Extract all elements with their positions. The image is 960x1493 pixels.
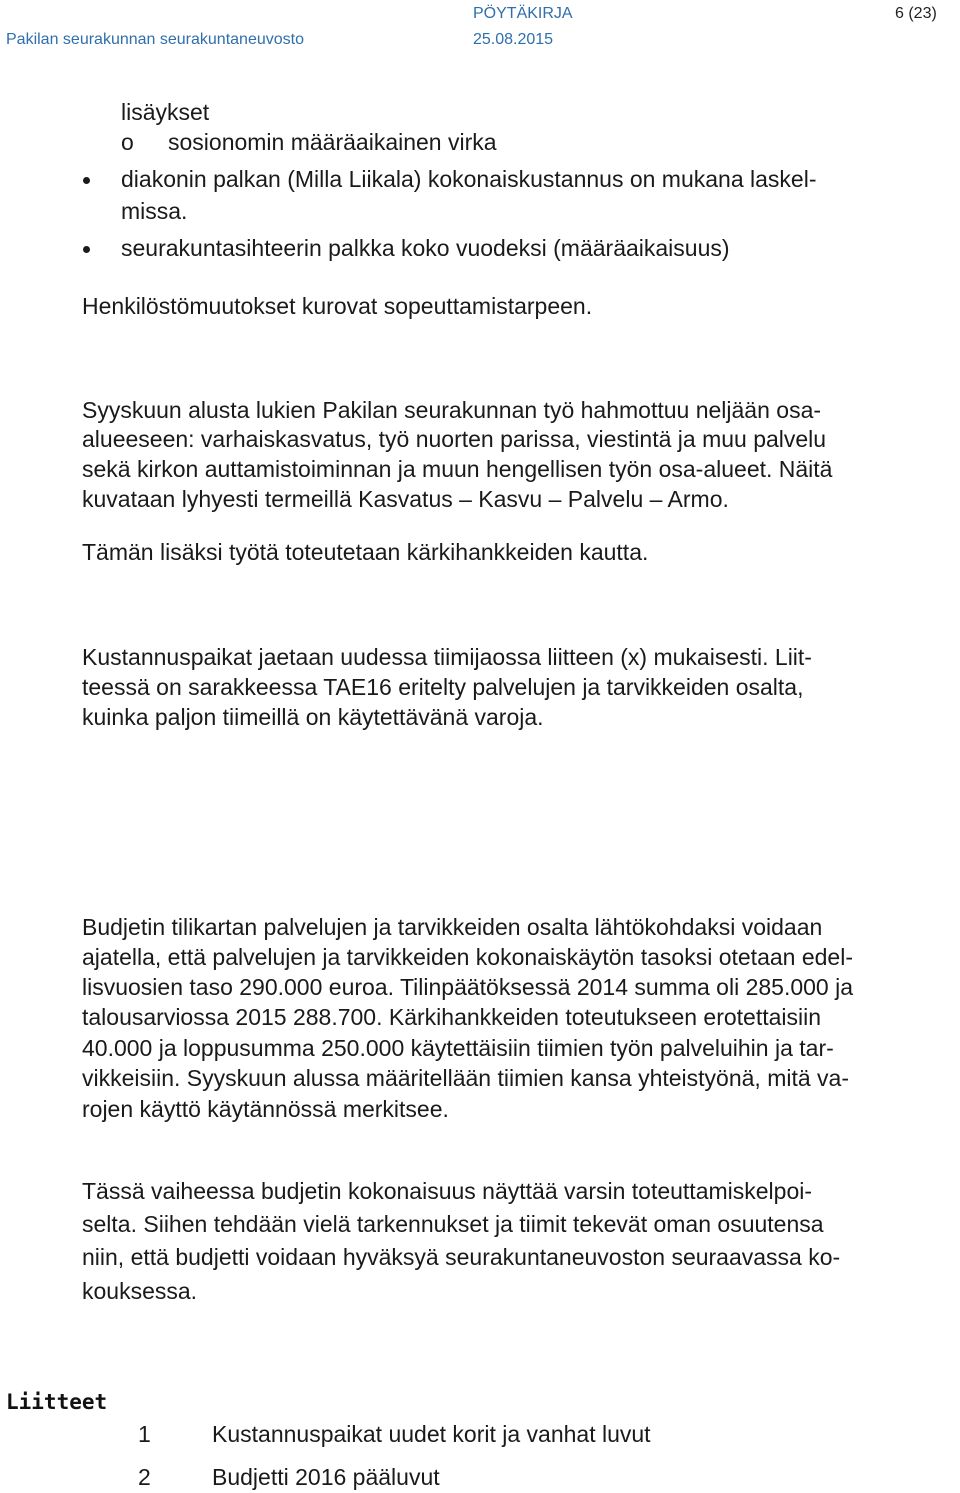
paragraph-line: alueeseen: varhaiskasvatus, työ nuorten parissa, viestintä ja muu palvelu — [82, 426, 827, 452]
paragraph-line: Tässä vaiheessa budjetin kokonaisuus näyttää varsin toteuttamiskelpoi- — [82, 1178, 813, 1204]
paragraph-line: Kustannuspaikat jaetaan uudessa tiimijaossa liitteen (x) mukaisesti. Liit- — [82, 644, 812, 670]
paragraph-line: lisvuosien taso 290.000 euroa. Tilinpäätöksessä 2014 summa oli 285.000 ja — [82, 974, 853, 1000]
bullet-item-continuation: missa. — [121, 198, 188, 224]
attachment-number: 2 — [138, 1464, 151, 1490]
paragraph-line: Henkilöstömuutokset kurovat sopeuttamistarpeen. — [82, 293, 593, 319]
paragraph-line: rojen käyttö käytännössä merkitsee. — [82, 1096, 449, 1122]
paragraph-line: teessä on sarakkeessa TAE16 eritelty palvelujen ja tarvikkeiden osalta, — [82, 674, 804, 700]
list-intro: lisäykset — [121, 99, 210, 125]
paragraph-line: niin, että budjetti voidaan hyväksyä seurakuntaneuvoston seuraavassa ko- — [82, 1244, 841, 1270]
attachment-number: 1 — [138, 1421, 151, 1447]
paragraph-line: Tämän lisäksi työtä toteutetaan kärkihankkeiden kautta. — [82, 539, 649, 565]
paragraph-line: Syyskuun alusta lukien Pakilan seurakunnan työ hahmottuu neljään osa- — [82, 397, 822, 423]
paragraph-line: sekä kirkon auttamistoiminnan ja muun hengellisen työn osa-alueet. Näitä — [82, 456, 833, 482]
attachment-title: Kustannuspaikat uudet korit ja vanhat luvut — [212, 1421, 651, 1447]
paragraph-line: talousarviossa 2015 288.700. Kärkihankkeiden toteutukseen erotettaisiin — [82, 1004, 822, 1030]
document-type: PÖYTÄKIRJA — [473, 5, 573, 22]
organization-name: Pakilan seurakunnan seurakuntaneuvosto — [6, 31, 304, 48]
paragraph-line: Budjetin tilikartan palvelujen ja tarvikkeiden osalta lähtökohdaksi voidaan — [82, 914, 823, 940]
paragraph-line: kuvataan lyhyesti termeillä Kasvatus – Kasvu – Palvelu – Armo. — [82, 486, 729, 512]
attachments-heading: Liitteet — [6, 1390, 108, 1414]
paragraph-line: vikkeisiin. Syyskuun alussa määritellään tiimien kansa yhteistyönä, mitä va- — [82, 1065, 849, 1091]
meeting-date: 25.08.2015 — [473, 31, 554, 48]
paragraph-line: kuinka paljon tiimeillä on käytettävänä varoja. — [82, 704, 544, 730]
paragraph-line: selta. Siihen tehdään vielä tarkennukset ja tiimit tekevät oman osuutensa — [82, 1211, 824, 1237]
attachment-title: Budjetti 2016 pääluvut — [212, 1464, 440, 1490]
paragraph-line: ajatella, että palvelujen ja tarvikkeiden kokonaiskäytön tasoksi otetaan edel- — [82, 944, 853, 970]
sub-item-marker: o — [121, 129, 134, 155]
bullet-marker — [83, 246, 90, 253]
page-number: 6 (23) — [895, 5, 937, 22]
paragraph-line: kouksessa. — [82, 1278, 198, 1304]
bullet-marker — [83, 177, 90, 184]
bullet-item-text: seurakuntasihteerin palkka koko vuodeksi (määräaikaisuus) — [121, 235, 730, 261]
paragraph-line: 40.000 ja loppusumma 250.000 käytettäisiin tiimien työn palveluihin ja tar- — [82, 1035, 834, 1061]
sub-item-text: sosionomin määräaikainen virka — [168, 129, 497, 155]
bullet-item-text: diakonin palkan (Milla Liikala) kokonaiskustannus on mukana laskel- — [121, 166, 817, 192]
